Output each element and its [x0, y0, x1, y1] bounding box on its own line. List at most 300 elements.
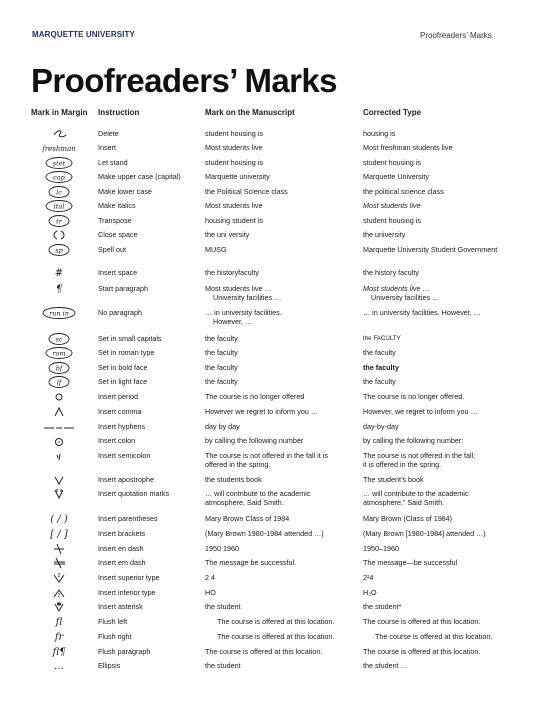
manuscript-cell — [205, 558, 355, 567]
manuscript-cell — [205, 308, 355, 326]
instruction-cell — [98, 436, 202, 445]
manuscript-cell-line: Marquette university — [205, 172, 270, 181]
corrected-cell — [363, 392, 533, 401]
manuscript-cell-line: the uni versity — [205, 230, 250, 239]
instruction-cell — [98, 216, 202, 225]
corrected-cell — [363, 348, 533, 357]
corrected-cell — [363, 617, 533, 626]
instruction-cell-line: Start paragraph — [98, 284, 148, 293]
corrected-cell — [363, 407, 533, 416]
rom-circle — [30, 346, 88, 360]
manuscript-cell — [205, 245, 355, 254]
column-header-manuscript: Mark on the Manuscript — [205, 108, 295, 117]
inferior-icon — [30, 586, 88, 600]
ital-circle — [30, 199, 88, 213]
instruction-cell — [98, 268, 202, 277]
manuscript-cell — [205, 230, 355, 239]
svg-text:rom: rom — [52, 349, 66, 358]
manuscript-cell — [205, 422, 355, 431]
corrected-cell — [363, 573, 533, 582]
instruction-cell — [98, 129, 202, 138]
corrected-cell — [363, 588, 533, 597]
instruction-cell-line: Insert semicolon — [98, 451, 151, 460]
manuscript-cell-line: (Mary Brown 1980-1984 attended …) — [205, 529, 324, 538]
run-in-circle — [30, 306, 88, 320]
manuscript-cell — [205, 475, 355, 484]
corrected-cell-line: The message—be successful — [363, 558, 458, 567]
instruction-cell — [98, 334, 202, 343]
corrected-cell-line: The course is offered at this location. — [363, 647, 481, 656]
corrected-cell — [363, 334, 533, 343]
manuscript-cell-line: The message be successful. — [205, 558, 297, 567]
instruction-cell-line: Insert apostrophe — [98, 475, 154, 484]
tr-circle — [30, 214, 88, 228]
manuscript-cell-line: Most students live — [205, 143, 263, 152]
delete-mark-icon — [30, 127, 88, 141]
corrected-cell-line: student housing is — [363, 158, 421, 167]
corrected-cell-line: the faculty — [363, 348, 396, 357]
margin-mark — [30, 556, 88, 570]
corrected-cell — [363, 143, 533, 152]
corrected-cell — [363, 187, 533, 196]
parentheses-icon — [30, 512, 88, 526]
colon-icon — [30, 434, 88, 448]
instruction-cell — [98, 475, 202, 484]
paragraph-icon — [30, 282, 88, 296]
svg-text:run in: run in — [49, 309, 69, 318]
instruction-cell-line: Insert superior type — [98, 573, 160, 582]
corrected-cell-line: … in university facilities. However, … — [363, 308, 481, 317]
manuscript-cell-line: However we regret to inform you … — [205, 407, 319, 416]
margin-mark — [30, 473, 88, 487]
manuscript-cell-line: student housing is — [205, 158, 263, 167]
manuscript-cell — [205, 392, 355, 401]
margin-mark — [30, 512, 88, 526]
brackets-icon — [30, 527, 88, 541]
margin-mark — [30, 141, 88, 155]
instruction-cell — [98, 588, 202, 597]
instruction-cell-line: Ellipsis — [98, 661, 121, 670]
instruction-cell-line: Flush right — [98, 632, 132, 641]
corrected-cell — [363, 268, 533, 277]
sp-circle — [30, 243, 88, 257]
manuscript-cell-line: Mary Brown Class of 1984 — [205, 514, 290, 523]
instruction-cell-line: Make italics — [98, 201, 136, 210]
instruction-cell-line: Insert quotation marks — [98, 489, 170, 498]
page-title: Proofreaders’ Marks — [31, 62, 337, 99]
manuscript-cell — [205, 661, 355, 670]
svg-text:2: 2 — [57, 573, 61, 579]
manuscript-cell-line: the historyfaculty — [205, 268, 259, 277]
instruction-cell-line: Insert period — [98, 392, 138, 401]
corrected-cell-line: the faculty — [363, 377, 396, 386]
stet-circle — [30, 156, 88, 170]
svg-text:…: … — [54, 661, 64, 672]
lc-circle — [30, 185, 88, 199]
corrected-cell-line: The course is offered at this location. — [363, 617, 481, 626]
instruction-cell-line: Set in light face — [98, 377, 148, 386]
instruction-cell-line: Insert inferior type — [98, 588, 156, 597]
header-org: MARQUETTE UNIVERSITY — [32, 30, 135, 39]
instruction-cell — [98, 573, 202, 582]
margin-mark — [30, 243, 88, 257]
instruction-cell-line: Set in bold face — [98, 363, 148, 372]
instruction-cell — [98, 544, 202, 553]
corrected-cell — [363, 558, 533, 567]
margin-mark — [30, 542, 88, 556]
corrected-cell — [363, 661, 533, 670]
corrected-cell — [363, 632, 533, 641]
instruction-cell-line: Set in small capitals — [98, 334, 162, 343]
manuscript-cell-line: the Political Science class — [205, 187, 288, 196]
corrected-cell — [363, 602, 533, 611]
corrected-cell-line: The student’s book — [363, 475, 424, 484]
instruction-cell-line: Transpose — [98, 216, 132, 225]
margin-mark — [30, 630, 88, 644]
instruction-cell-line: Insert hyphens — [98, 422, 146, 431]
margin-mark — [30, 306, 88, 320]
svg-text:lc: lc — [56, 188, 62, 197]
svg-text:fr: fr — [54, 632, 64, 643]
margin-mark — [30, 527, 88, 541]
instruction-cell — [98, 172, 202, 181]
manuscript-cell-line-2: offered in the spring. — [205, 460, 271, 469]
asterisk-icon — [30, 600, 88, 614]
corrected-cell — [363, 647, 533, 656]
svg-text:bf: bf — [55, 364, 63, 373]
corrected-cell-line: the faculty — [363, 363, 399, 372]
instruction-cell-line: Delete — [98, 129, 119, 138]
manuscript-cell — [205, 544, 355, 553]
instruction-cell — [98, 407, 202, 416]
svg-text:cap: cap — [53, 173, 65, 182]
manuscript-cell — [205, 201, 355, 210]
period-icon — [30, 390, 88, 404]
manuscript-cell-line: by calling the following number — [205, 436, 304, 445]
flush-paragraph-icon — [30, 645, 88, 659]
corrected-cell — [363, 230, 533, 239]
manuscript-cell-line: The course is offered at this location. — [217, 617, 335, 626]
manuscript-cell — [205, 632, 355, 641]
instruction-cell-line: No paragraph — [98, 308, 142, 317]
svg-text:lf: lf — [56, 378, 62, 387]
corrected-cell-line: day-by-day — [363, 422, 399, 431]
column-header-mark-in-margin: Mark in Margin — [31, 108, 88, 117]
corrected-cell-line: housing is — [363, 129, 396, 138]
corrected-cell-line: Most students live — [363, 201, 421, 210]
svg-text:#: # — [54, 268, 64, 279]
corrected-cell-line: the political science class — [363, 187, 444, 196]
corrected-cell-line: the student* — [363, 602, 402, 611]
margin-mark — [30, 185, 88, 199]
manuscript-cell — [205, 489, 355, 507]
manuscript-cell-line: the faculty — [205, 363, 238, 372]
instruction-cell — [98, 158, 202, 167]
manuscript-cell-line: The course is no longer offered — [205, 392, 305, 401]
manuscript-cell — [205, 529, 355, 538]
manuscript-cell — [205, 284, 355, 302]
corrected-cell — [363, 216, 533, 225]
manuscript-cell — [205, 617, 355, 626]
corrected-cell-line: The course is no longer offered. — [363, 392, 465, 401]
flush-right-icon — [30, 630, 88, 644]
corrected-cell — [363, 451, 533, 469]
svg-text:freshman: freshman — [42, 145, 76, 153]
corrected-cell-line-2: atmosphere,” Said Smith. — [363, 498, 445, 507]
instruction-cell-line: Insert space — [98, 268, 138, 277]
corrected-cell — [363, 475, 533, 484]
bf-circle — [30, 361, 88, 375]
margin-mark — [30, 156, 88, 170]
close-space-icon — [30, 228, 88, 242]
margin-mark — [30, 228, 88, 242]
instruction-cell — [98, 514, 202, 523]
instruction-cell — [98, 392, 202, 401]
corrected-cell — [363, 201, 533, 210]
instruction-cell — [98, 422, 202, 431]
instruction-cell-line: Let stand — [98, 158, 128, 167]
margin-mark — [30, 449, 88, 463]
manuscript-cell-line: … in university facilities. — [205, 308, 282, 317]
corrected-cell — [363, 544, 533, 553]
instruction-cell — [98, 661, 202, 670]
comma-icon — [30, 405, 88, 419]
instruction-cell — [98, 201, 202, 210]
margin-mark — [30, 434, 88, 448]
svg-text:sc: sc — [55, 335, 63, 344]
manuscript-cell — [205, 588, 355, 597]
margin-mark — [30, 615, 88, 629]
corrected-cell — [363, 514, 533, 523]
lf-circle — [30, 375, 88, 389]
corrected-cell-line: the history faculty — [363, 268, 419, 277]
svg-text:¶: ¶ — [55, 284, 63, 295]
instruction-cell — [98, 602, 202, 611]
svg-text:sp: sp — [55, 246, 63, 255]
svg-text:2: 2 — [57, 593, 61, 599]
svg-text:tr: tr — [56, 217, 62, 226]
instruction-cell-line: Spell out — [98, 245, 126, 254]
caps-circle — [30, 170, 88, 184]
manuscript-cell — [205, 647, 355, 656]
corrected-cell — [363, 422, 533, 431]
manuscript-cell-line: Most students live … — [205, 284, 272, 293]
manuscript-cell — [205, 158, 355, 167]
instruction-cell-line: Insert em dash — [98, 558, 146, 567]
instruction-cell-line: Insert colon — [98, 436, 136, 445]
hyphen-icon — [30, 420, 88, 434]
manuscript-cell-line: The course is offered at this location. — [217, 632, 335, 641]
column-header-instruction: Instruction — [98, 108, 140, 117]
corrected-cell-line: student housing is — [363, 216, 421, 225]
instruction-cell — [98, 489, 202, 498]
manuscript-cell — [205, 363, 355, 372]
svg-text:fl: fl — [55, 617, 63, 628]
instruction-cell — [98, 363, 202, 372]
flush-left-icon — [30, 615, 88, 629]
insert-space-icon — [30, 266, 88, 280]
em-dash-icon — [30, 556, 88, 570]
margin-mark — [30, 361, 88, 375]
instruction-cell-line: Insert — [98, 143, 116, 152]
manuscript-cell-line: the faculty — [205, 377, 238, 386]
svg-text:ital: ital — [53, 202, 65, 211]
svg-text:stet: stet — [52, 159, 66, 168]
margin-mark — [30, 586, 88, 600]
manuscript-cell — [205, 407, 355, 416]
insert-text-mark — [30, 141, 88, 155]
instruction-cell-line: Insert parentheses — [98, 514, 158, 523]
margin-mark — [30, 282, 88, 296]
manuscript-cell — [205, 602, 355, 611]
corrected-cell-line: (Mary Brown [1980-1984] attended …) — [363, 529, 486, 538]
corrected-cell — [363, 489, 533, 507]
manuscript-cell-line: the faculty — [205, 334, 238, 343]
margin-mark — [30, 127, 88, 141]
manuscript-cell — [205, 436, 355, 445]
apostrophe-icon — [30, 473, 88, 487]
margin-mark — [30, 214, 88, 228]
manuscript-cell — [205, 377, 355, 386]
manuscript-cell-line: Most students live — [205, 201, 263, 210]
corrected-cell — [363, 129, 533, 138]
instruction-cell — [98, 558, 202, 567]
instruction-cell — [98, 377, 202, 386]
manuscript-cell — [205, 514, 355, 523]
margin-mark — [30, 375, 88, 389]
svg-text:( / ): ( / ) — [50, 514, 68, 525]
corrected-cell-line: 1950–1960 — [363, 544, 399, 553]
svg-text:[ / ]: [ / ] — [50, 529, 68, 540]
superior-icon — [30, 571, 88, 585]
instruction-cell — [98, 348, 202, 357]
corrected-cell-line: the university — [363, 230, 406, 239]
manuscript-cell-line: 1950 1960 — [205, 544, 239, 553]
corrected-cell-line: Most freshman students live — [363, 143, 453, 152]
margin-mark — [30, 405, 88, 419]
instruction-cell-line: Make upper case (capital) — [98, 172, 181, 181]
corrected-cell — [363, 284, 533, 302]
manuscript-cell-line: the students book — [205, 475, 262, 484]
manuscript-cell — [205, 573, 355, 582]
manuscript-cell — [205, 216, 355, 225]
instruction-cell — [98, 143, 202, 152]
manuscript-cell-line: 2 4 — [205, 573, 215, 582]
instruction-cell — [98, 632, 202, 641]
semicolon-icon — [30, 449, 88, 463]
corrected-cell-line: the student … — [363, 661, 408, 670]
manuscript-cell — [205, 334, 355, 343]
margin-mark — [30, 390, 88, 404]
manuscript-cell — [205, 451, 355, 469]
corrected-cell-line: the FACULTY — [363, 335, 401, 342]
corrected-cell — [363, 158, 533, 167]
manuscript-cell-line: The course is offered at this location. — [205, 647, 323, 656]
instruction-cell-line: Insert asterisk — [98, 602, 143, 611]
manuscript-cell-line-2: atmosphere, Said Smith. — [205, 498, 284, 507]
instruction-cell-line: Insert brackets — [98, 529, 146, 538]
instruction-cell-line: Insert comma — [98, 407, 142, 416]
manuscript-cell — [205, 187, 355, 196]
margin-mark — [30, 170, 88, 184]
corrected-cell — [363, 308, 533, 317]
ellipsis-icon — [30, 659, 88, 673]
corrected-cell — [363, 529, 533, 538]
corrected-cell-line: Marquette University — [363, 172, 429, 181]
manuscript-cell-line-2: University facilities … — [213, 293, 282, 302]
margin-mark — [30, 600, 88, 614]
header-section: Proofreaders’ Marks — [420, 31, 492, 40]
corrected-cell-line: Mary Brown (Class of 1984) — [363, 514, 453, 523]
corrected-cell-line: Marquette University Student Government — [363, 245, 498, 254]
corrected-cell — [363, 436, 533, 445]
corrected-cell — [363, 172, 533, 181]
instruction-cell — [98, 284, 202, 293]
quotes-icon — [30, 487, 88, 501]
manuscript-cell-line-2: However, … — [213, 317, 253, 326]
instruction-cell-line: Flush paragraph — [98, 647, 151, 656]
corrected-cell-line: H₂O — [363, 588, 377, 597]
instruction-cell — [98, 617, 202, 626]
manuscript-cell — [205, 348, 355, 357]
instruction-cell — [98, 230, 202, 239]
corrected-cell-line: by calling the following number: — [363, 436, 464, 445]
margin-mark — [30, 420, 88, 434]
manuscript-cell-line: day by day — [205, 422, 240, 431]
corrected-cell — [363, 245, 533, 254]
corrected-cell-line: The course is offered at this location. — [375, 632, 493, 641]
instruction-cell-line: Flush left — [98, 617, 128, 626]
instruction-cell — [98, 187, 202, 196]
manuscript-cell-line: HO — [205, 588, 216, 597]
corrected-cell-line-2: University facilities … — [371, 293, 440, 302]
manuscript-cell — [205, 129, 355, 138]
instruction-cell — [98, 308, 202, 317]
manuscript-cell-line: The course is not offered in the fall it is — [205, 451, 328, 460]
instruction-cell-line: Close space — [98, 230, 138, 239]
corrected-cell-line: 2²4 — [363, 573, 374, 582]
manuscript-cell-line: the student — [205, 602, 241, 611]
corrected-cell — [363, 377, 533, 386]
corrected-cell-line: The course is not offered in the fall; — [363, 451, 476, 460]
instruction-cell-line: Set in roman type — [98, 348, 155, 357]
svg-text:fl¶: fl¶ — [52, 647, 66, 658]
instruction-cell — [98, 529, 202, 538]
corrected-cell-line: However, we regret to inform you … — [363, 407, 478, 416]
instruction-cell — [98, 647, 202, 656]
manuscript-cell-line: the student — [205, 661, 241, 670]
margin-mark — [30, 346, 88, 360]
manuscript-cell-line: … will contribute to the academic — [205, 489, 311, 498]
en-dash-icon — [30, 542, 88, 556]
manuscript-cell-line: the faculty — [205, 348, 238, 357]
corrected-cell — [363, 363, 533, 372]
instruction-cell — [98, 451, 202, 460]
manuscript-cell-line: housing student is — [205, 216, 263, 225]
manuscript-cell — [205, 172, 355, 181]
margin-mark — [30, 645, 88, 659]
instruction-cell — [98, 245, 202, 254]
corrected-cell-line: … will contribute to the academic — [363, 489, 469, 498]
sc-circle — [30, 332, 88, 346]
manuscript-cell-line: MUSG — [205, 245, 227, 254]
manuscript-cell — [205, 268, 355, 277]
margin-mark — [30, 332, 88, 346]
margin-mark — [30, 487, 88, 501]
manuscript-cell-line: student housing is — [205, 129, 263, 138]
margin-mark — [30, 266, 88, 280]
instruction-cell-line: Make lower case — [98, 187, 152, 196]
